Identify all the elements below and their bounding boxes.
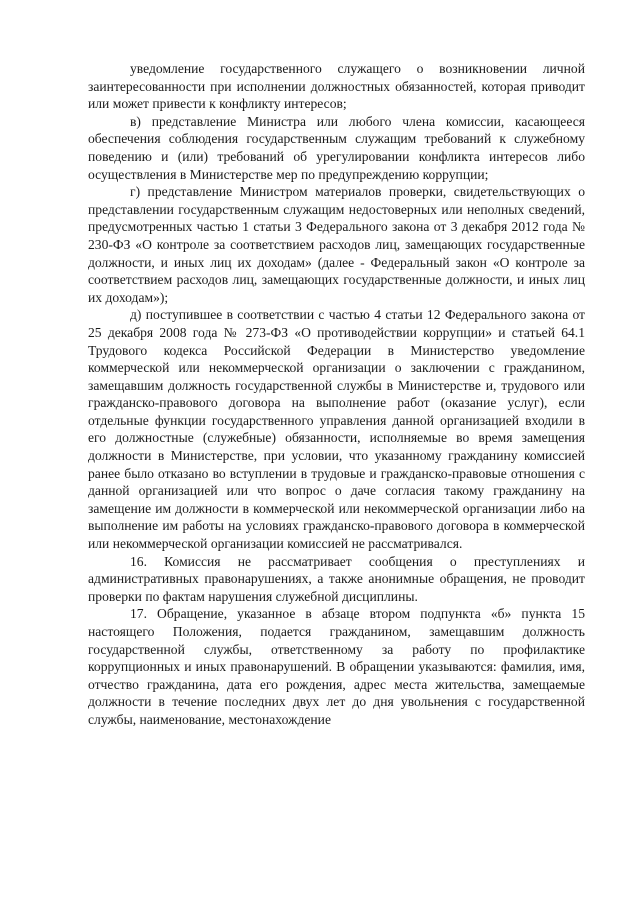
paragraph-clause-17: 17. Обращение, указанное в абзаце втором подпункта «б» пункта 15 настоящего Положения, подается гражданином, замещавшим должность государственной службы, ответственному за работу по профилактике коррупционных и иных правонарушений. В обращении указываются: фамилия, имя, отчество гражданина, дата его рождения, адрес места жительства, замещаемые должности в течение последних двух лет до дня увольнения с государственной службы, наименование, местонахождение (88, 606, 585, 727)
paragraph-item-g: г) представление Министром материалов проверки, свидетельствующих о представлении государственным служащим недостоверных или неполных сведений, предусмотренных частью 1 статьи 3 Федерального закона от 3 декабря 2012 года № 230-ФЗ «О контроле за соответствием расходов лиц, замещающих государственные должности, и иных лиц их доходам» (далее - Федеральный закон «О контроле за соответствием расходов лиц, замещающих государственные должности, и иных лиц их доходам»); (88, 184, 585, 305)
paragraph-item-d: д) поступившее в соответствии с частью 4 статьи 12 Федерального закона от 25 декабря 2008 года № 273-ФЗ «О противодействии коррупции» и статьей 64.1 Трудового кодекса Российской Федерации в Министерство уведомление коммерческой или некоммерческой организации о заключении с гражданином, замещавшим должность государственной службы в Министерстве и, трудового или гражданско-правового договора на выполнение работ (оказание услуг), если отдельные функции государственного управления данной организацией входили в его должностные (служебные) обязанности, исполняемые во время замещения должности в Министерстве, при условии, что указанному гражданину комиссией ранее было отказано во вступлении в трудовые и гражданско-правовые отношения с данной организацией или что вопрос о даче согласия такому гражданину на замещение им должности в коммерческой или некоммерческой организации либо на выполнение им работы на условиях гражданско-правового договора в коммерческой или некоммерческой организации комиссией не рассматривался. (88, 307, 585, 552)
paragraph-notice-continuation: уведомление государственного служащего о возникновении личной заинтересованности при исполнении должностных обязанностей, которая приводит или может привести к конфликту интересов; (88, 61, 585, 112)
document-page (88, 60, 585, 729)
paragraph-clause-16: 16. Комиссия не рассматривает сообщения о преступлениях и административных правонарушениях, а также анонимные обращения, не проводит проверки по фактам нарушения служебной дисциплины. (88, 553, 585, 604)
paragraph-item-v: в) представление Министра или любого члена комиссии, касающееся обеспечения соблюдения государственным служащим требований к служебному поведению и (или) требований об урегулировании конфликта интересов либо осуществления в Министерстве мер по предупреждению коррупции; (88, 113, 585, 182)
